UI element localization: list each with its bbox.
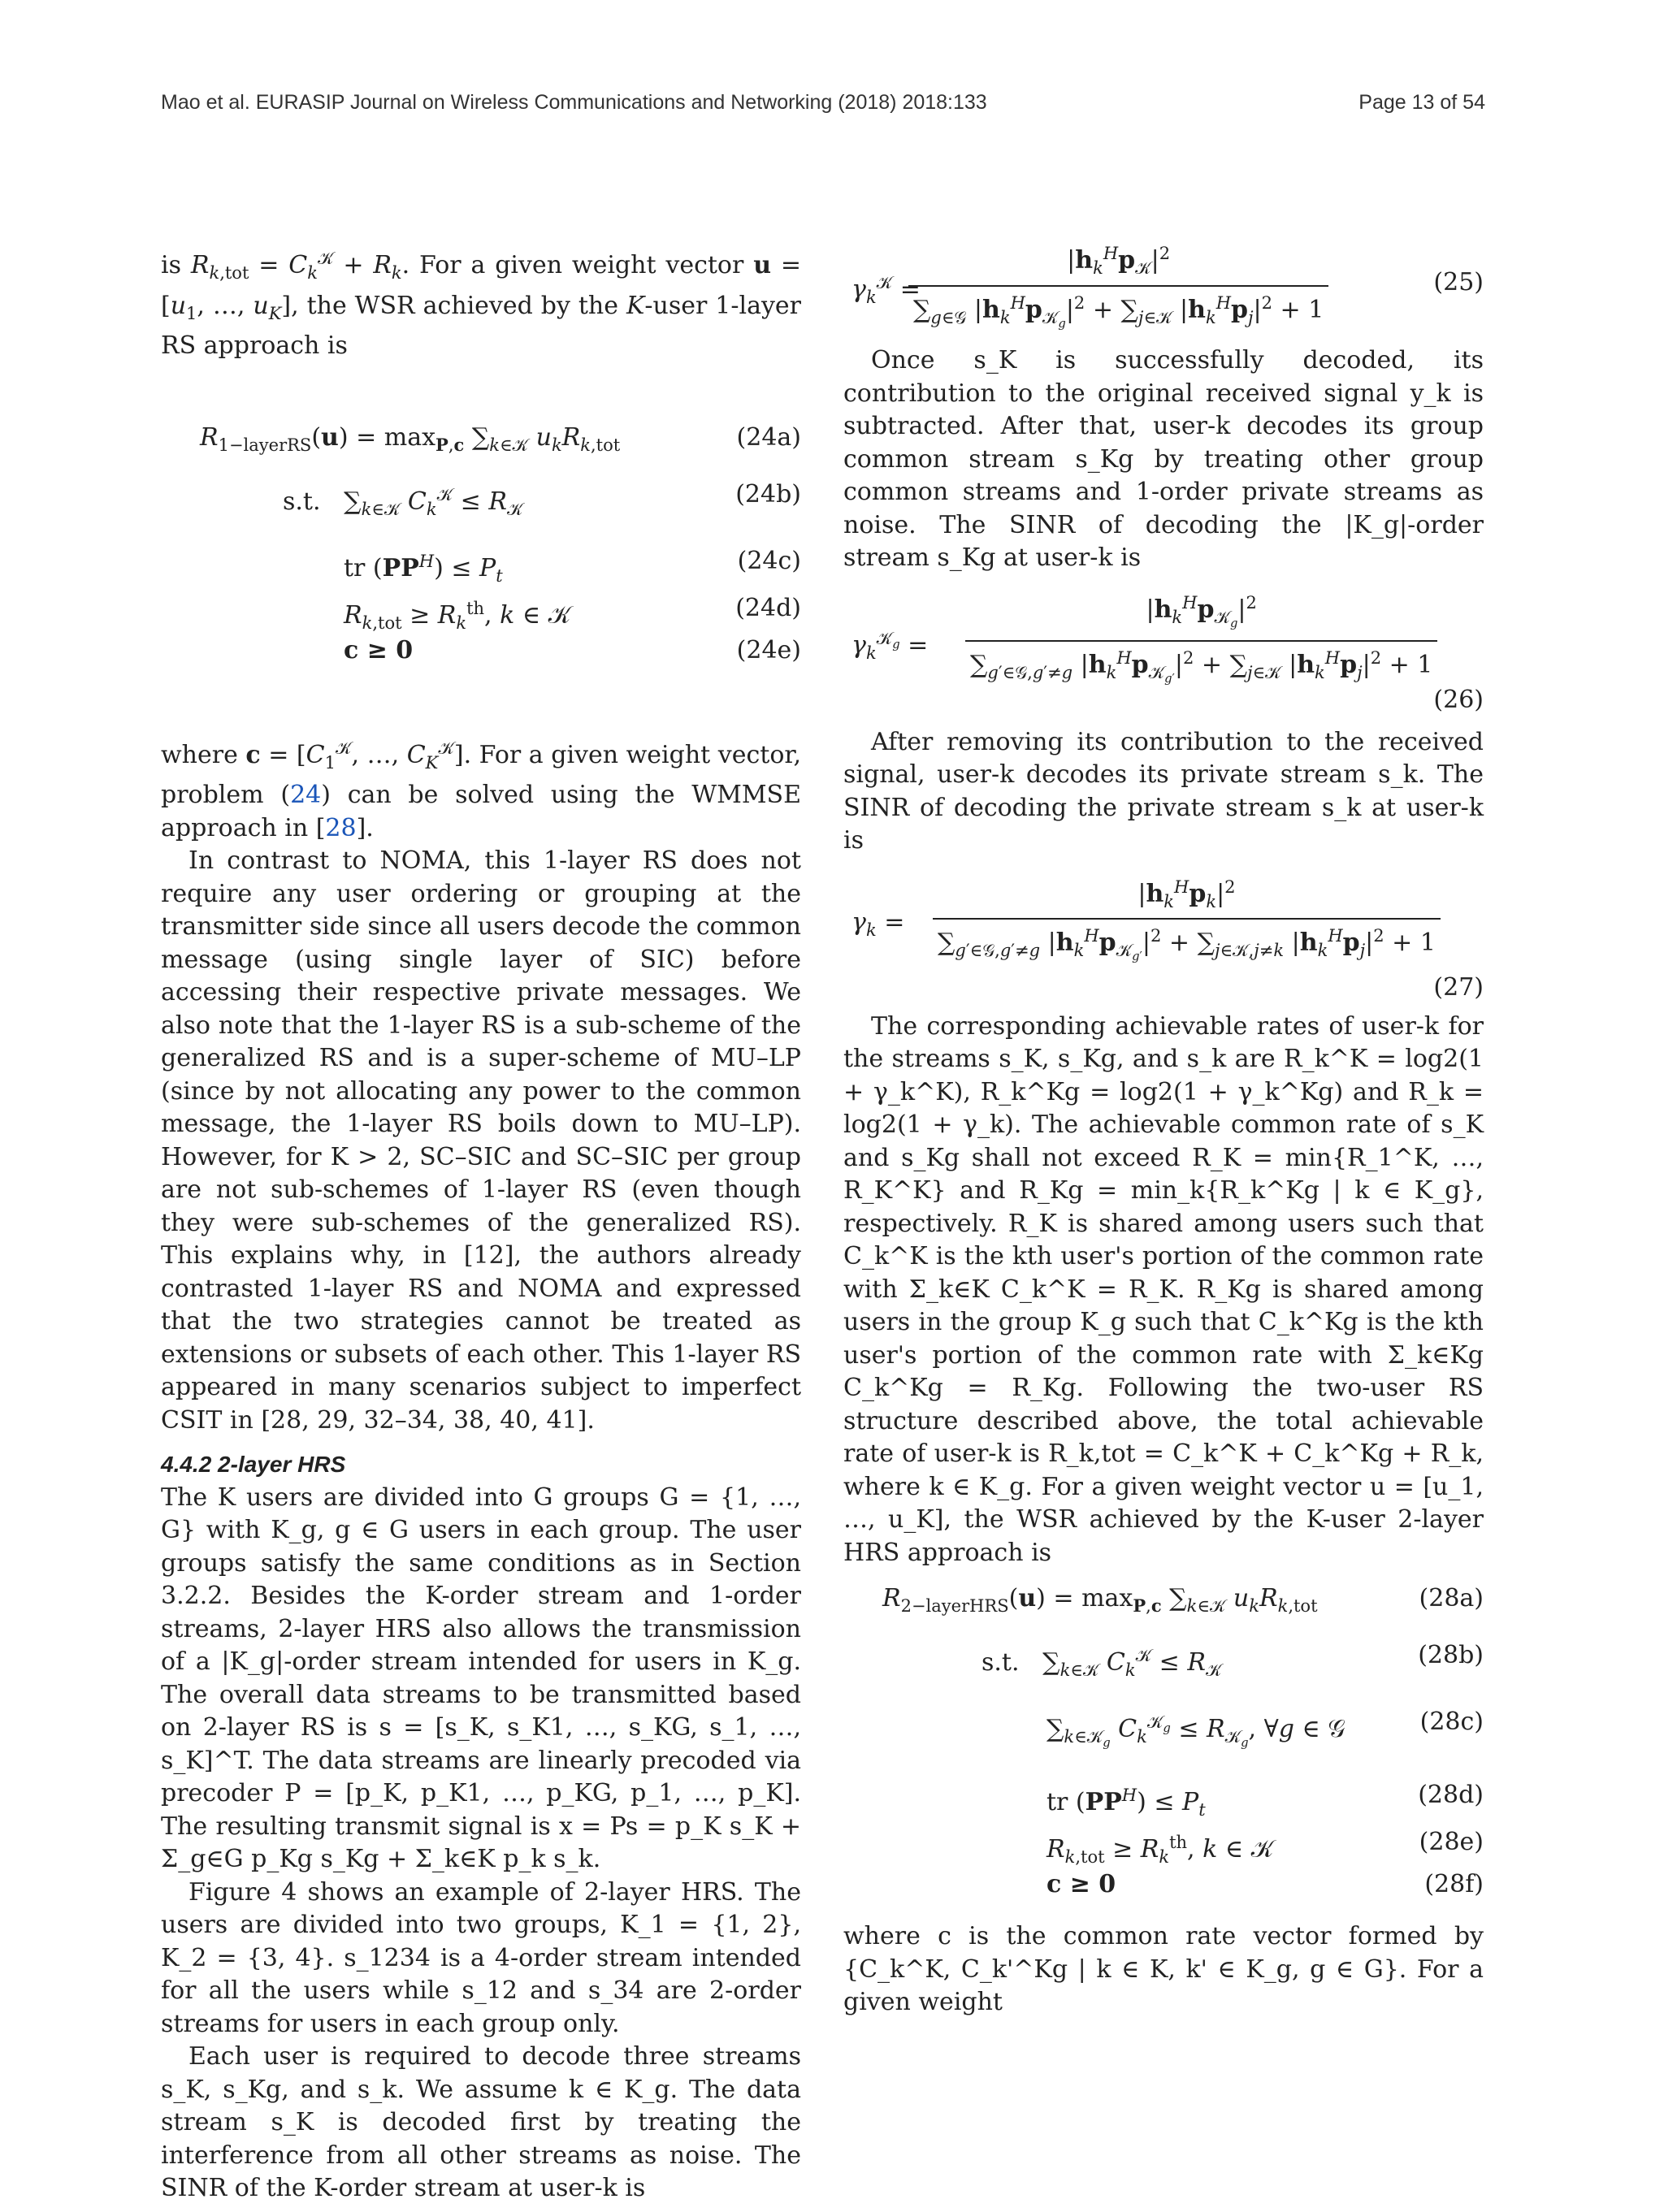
paragraph-figure-4: Figure 4 shows an example of 2-layer HRS. The users are divided into two groups, K_1 = {1, 2}, K_2 = {3, 4}. s_1234 is a 4-order stream intended for all the users while s_12 and s_34 are 2-order streams for users in each group only.: [161, 1877, 801, 2038]
paragraph-decode-three: Each user is required to decode three streams s_K, s_Kg, and s_k. We assume k ∈ K_g. The data stream s_K is decoded first by treating the interference from all other streams as noise. The SINR of the K-order stream at user-k is: [161, 2042, 801, 2202]
equation-24e: c ≥ 0 (24e): [344, 635, 801, 664]
paragraph-common-rate-vector: where c is the common rate vector formed by {C_k^K, C_k'^Kg | k ∈ K, k' ∈ K_g, g ∈ G}. For a given weight: [843, 1922, 1484, 2016]
paragraph-users-divided: The K users are divided into G groups G = {1, …, G} with K_g, g ∈ G users in each group. The user groups satisfy the same conditions as in Section 3.2.2. Besides the K-order stream and 1-order streams, 2-layer HRS also allows the transmission of a |K_g|-order stream intended for users in K_g. The overall data streams to be transmitted based on 2-layer RS is s = [s_K, s_K1, …, s_KG, s_1, …, s_K]^T. The data streams are linearly precoded via precoder P = [p_K, p_K1, …, p_KG, p_1, …, p_K]. The resulting transmit signal is x = Ps = p_K s_K + Σ_g∈G p_Kg s_Kg + Σ_k∈K p_k s_k.: [161, 1483, 801, 1873]
left-column: [161, 242, 801, 2206]
paragraph-achievable-rates: The corresponding achievable rates of user-k for the streams s_K, s_Kg, and s_k are R_k^K = log2(1 + γ_k^K), R_k^Kg = log2(1 + γ_k^Kg) and R_k = log2(1 + γ_k). The achievable common rate of s_K and s_Kg shall not exceed R_K = min{R_1^K, …, R_K^K} and R_Kg = min_k{R_k^Kg | k ∈ K_g}, respectively. R_K is shared among users such that C_k^K is the kth user's portion of the common rate with Σ_k∈K C_k^K = R_K. R_Kg is shared among users in the group K_g such that C_k^Kg is the kth user's portion of the common rate with Σ_k∈Kg C_k^Kg = R_Kg. Following the two-user RS structure described above, the total achievable rate of user-k is R_k,tot = C_k^K + C_k^Kg + R_k, where k ∈ K_g. For a given weight vector u = [u_1, …, u_K], the WSR achieved by the K-user 2-layer HRS approach is: [843, 1011, 1484, 1567]
equation-27: $\gamma_k$ = $|h_k^Hp_k|^2$ $\sum_{g'\in 𝒢,g'\ne g}$ $|h_k^Hp_{𝒦_{g'}}|^2 + \sum_{j\in 𝒦,j\ne k}$ $|h_k^Hp_j|^2 + 1$ (27): [852, 877, 1484, 1002]
equation-28e: $R_{k,tot} \ge R_k^{th}$, k ∈ 𝒦 (28e): [1046, 1828, 1484, 1867]
section-heading-2-layer-hrs: 4.4.2 2-layer HRS: [161, 1452, 346, 1477]
right-column: [843, 237, 1484, 2019]
paragraph-contrast-noma: In contrast to NOMA, this 1-layer RS does not require any user ordering or grouping at the transmitter side since all users decode the common message (using single layer of SIC) before accessing their respective private messages. We also note that the 1-layer RS is a sub-scheme of the generalized RS and is a super-scheme of MU–LP (since by not allocating any power to the common message, the 1-layer RS boils down to MU–LP). However, for K > 2, SC–SIC and SC–SIC per group are not sub-schemes of 1-layer RS (even though they were sub-schemes of the generalized RS). This explains why, in [12], the authors already contrasted 1-layer RS and NOMA and expressed that the two strategies cannot be treated as extensions or subsets of each other. This 1-layer RS appeared in many scenarios subject to imperfect CSIT in [28, 29, 32–34, 38, 40, 41].: [161, 846, 801, 1435]
paragraph-intro: is $R_{k,tot} = C_k^𝒦 + R_k$. For a given weight vector $u = [u_1$, …, $u_K$], the WSR achieved by the K-user 1-layer RS approach is: [161, 249, 801, 360]
equation-24d: $R_{k,tot} \ge R_k^{th}$, k ∈ 𝒦 (24d): [344, 593, 801, 633]
equation-24b: s.t. $\sum_{k\in 𝒦}$ $C_k^𝒦 \le R_𝒦$ (24b): [283, 479, 801, 519]
equation-28c: $\sum_{k\in 𝒦_g}$ $C_k^{𝒦_g} \le R_{𝒦_g}$, ∀g ∈ 𝒢 (28c): [1046, 1708, 1484, 1751]
page-number: Page 13 of 54: [1358, 91, 1485, 114]
equation-25: $\gamma_k^𝒦$ = $|h_k^Hp_𝒦|^2$ $\sum_{g\in 𝒢}$ $|h_k^Hp_{𝒦_g}|^2 + \sum_{j\in 𝒦}$ $|h_k^Hp_j|^2 + 1$ (25): [843, 237, 1484, 333]
equation-26: $\gamma_k^{𝒦_g}$ = $|h_k^Hp_{𝒦_g}|^2$ $\sum_{g'\in 𝒢,g'\ne g}$ $|h_k^Hp_{𝒦_{g'}}|^2 + \sum_{j\in 𝒦}$ $|h_k^Hp_j|^2 + 1$ (26): [852, 592, 1484, 714]
equation-24c: tr $(PP^H) \le P_t$ (24c): [344, 546, 801, 586]
paragraph-after-removing: After removing its contribution to the received signal, user-k decodes its private stream s_k. The SINR of decoding the private stream s_k at user-k is: [843, 727, 1484, 855]
equation-28b: s.t. $\sum_{k\in 𝒦}$ $C_k^𝒦 \le R_𝒦$ (28b): [982, 1641, 1484, 1680]
paragraph-where-c: where $c = [C_1^𝒦$, …, $C_K^𝒦$]. For a given weight vector, problem (24) can be solved using the WMMSE approach in [28].: [161, 738, 801, 842]
running-header: Mao et al. EURASIP Journal on Wireless Communications and Networking (2018) 2018:133: [161, 91, 987, 114]
equation-24a: $R_{1-layerRS}(u) = \max_{P,c} \sum_{k\in 𝒦}$ $u_kR_{k,tot}$ (24a): [200, 422, 801, 455]
equation-28a: $R_{2-layerHRS}(u) = \max_{P,c} \sum_{k\in 𝒦}$ $u_kR_{k,tot}$ (28a): [882, 1584, 1484, 1616]
equation-28f: c ≥ 0 (28f): [1046, 1870, 1484, 1898]
paragraph-once-decoded: Once s_K is successfully decoded, its contribution to the original received signal y_k is subtracted. After that, user-k decodes its group common stream s_Kg by treating other group common streams and 1-order private streams as noise. The SINR of decoding the |K_g|-order stream s_Kg at user-k is: [843, 346, 1484, 572]
equation-28d: tr $(PP^H) \le P_t$ (28d): [1046, 1781, 1484, 1820]
